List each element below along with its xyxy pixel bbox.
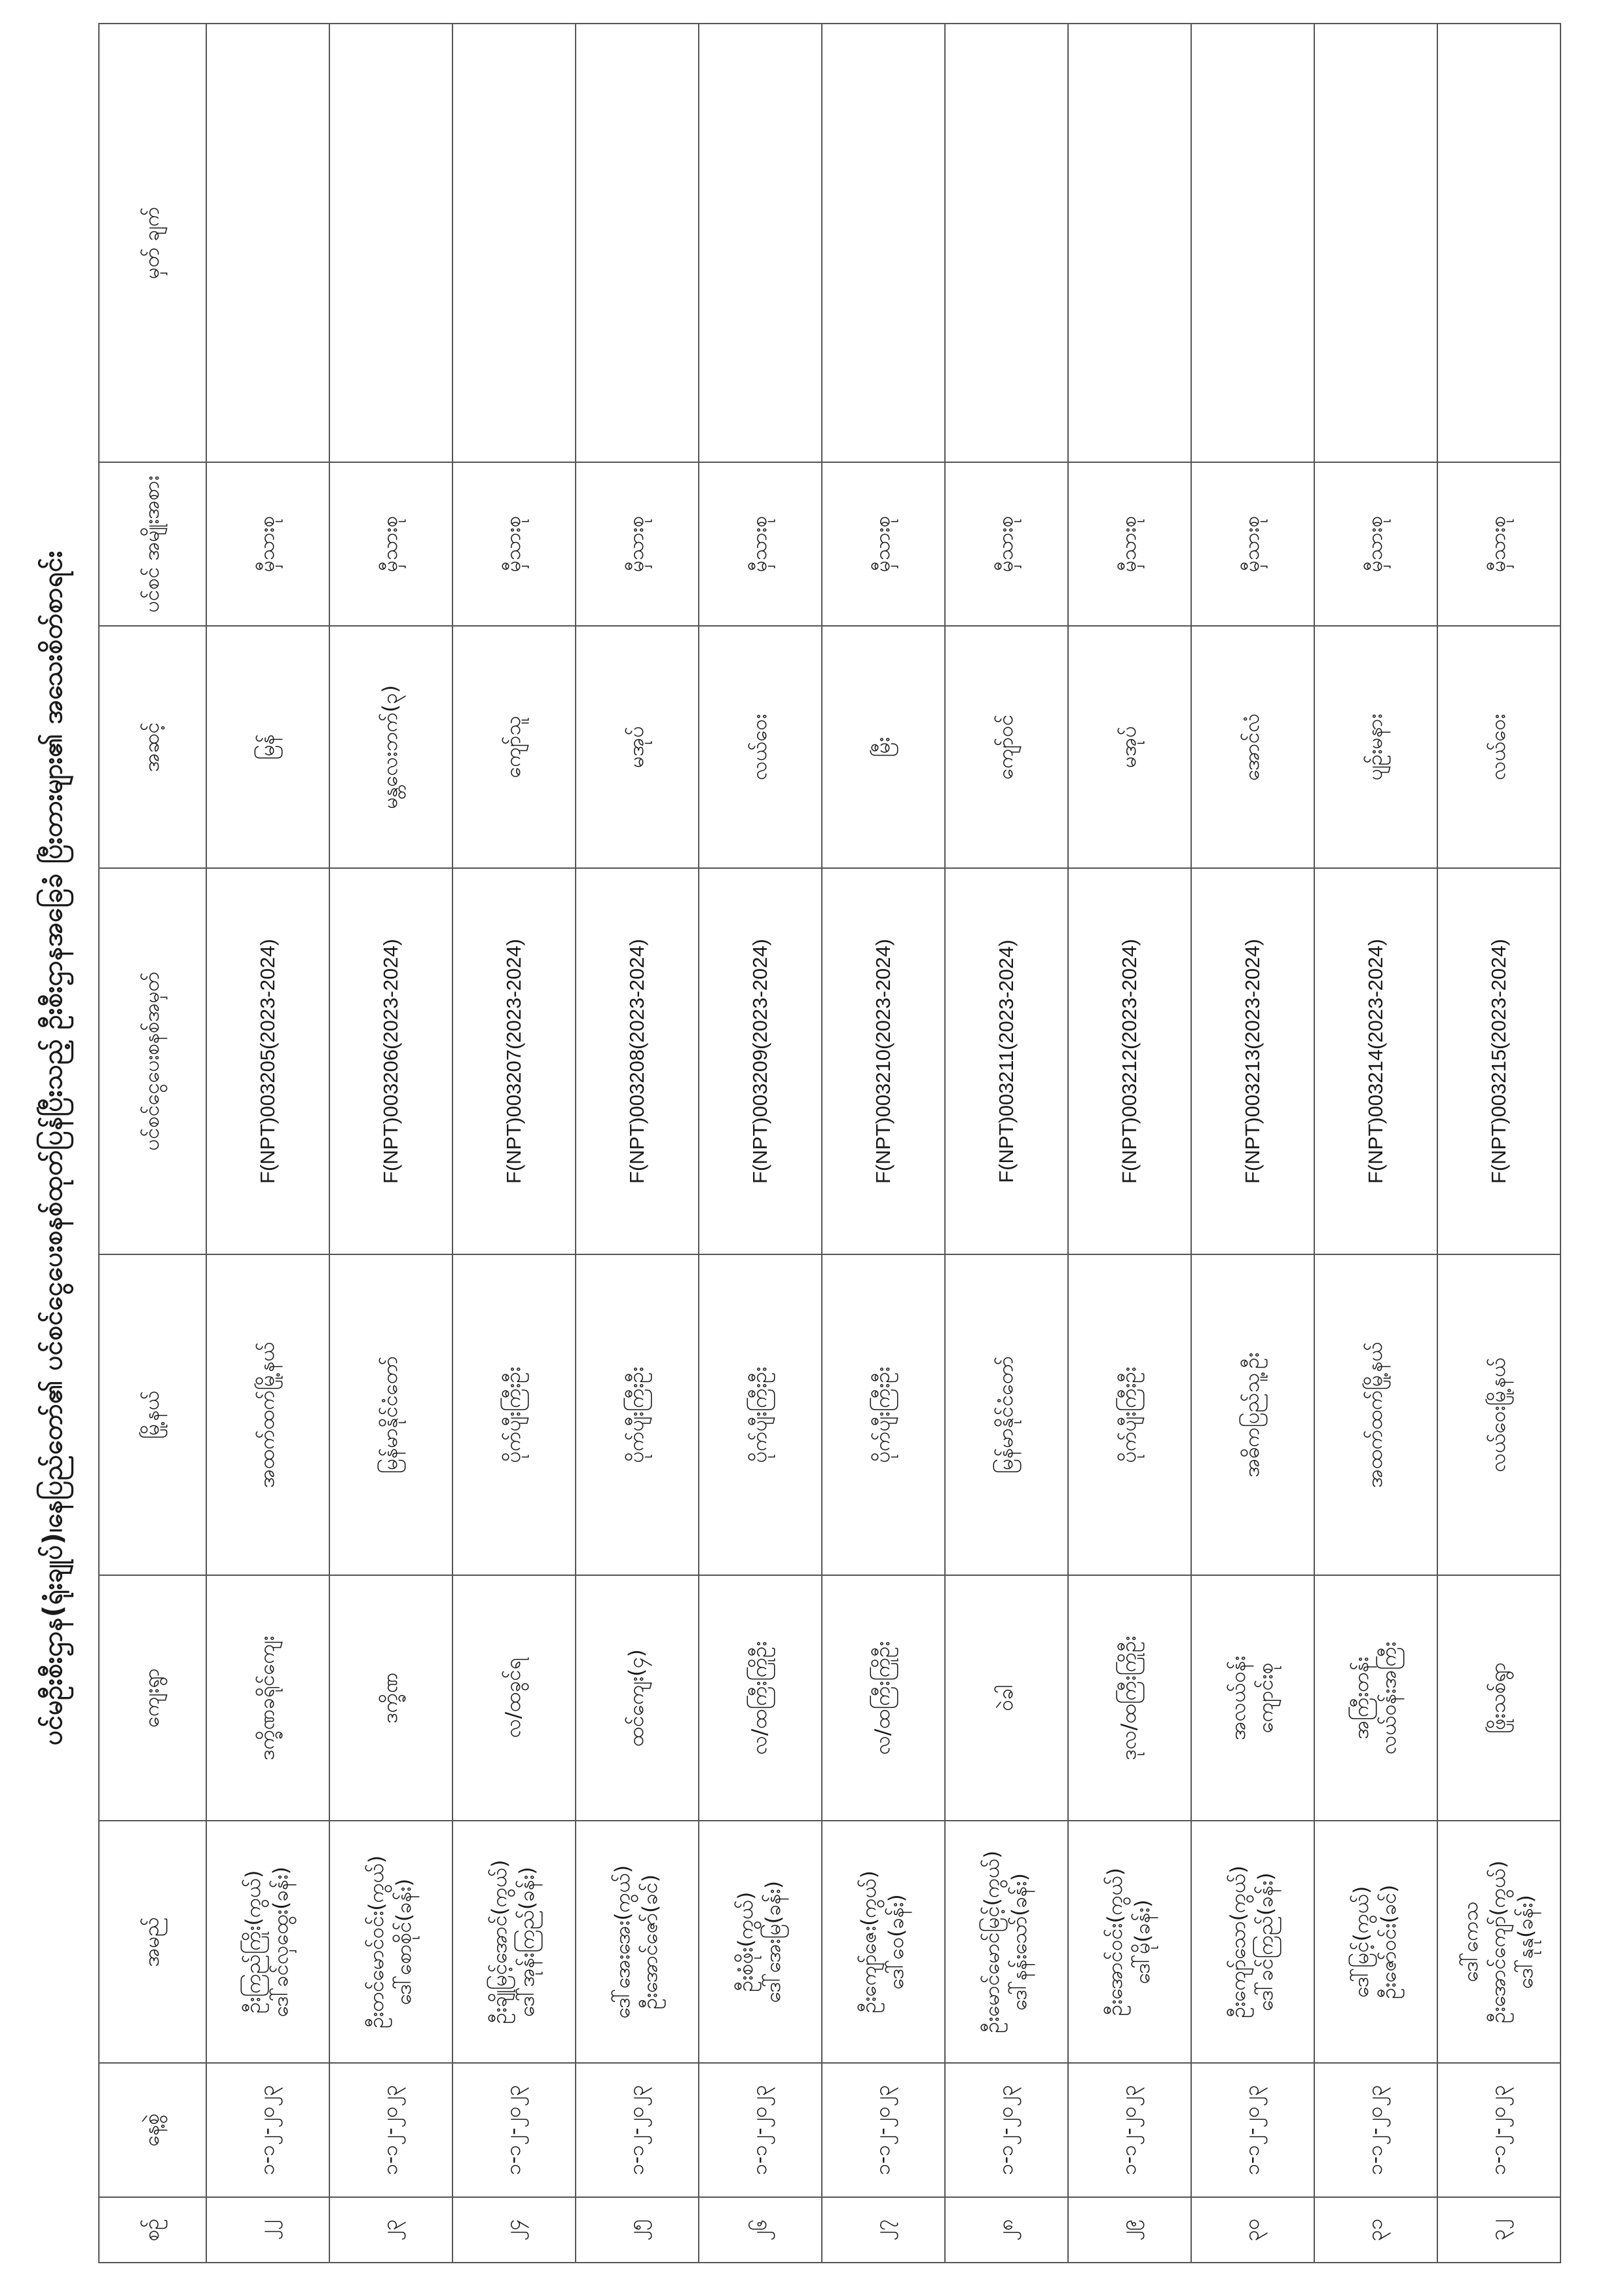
table-row	[822, 24, 945, 2263]
cell-date: ၁-၁၂-၂၀၂၃	[1314, 2063, 1437, 2197]
cell-license: F(NPT)003209(2023-2024)	[699, 868, 822, 1254]
cell-status: မှီသားစု	[576, 462, 699, 626]
cell-license: F(NPT)003206(2023-2024)	[329, 868, 452, 1254]
cell-village	[1314, 1575, 1437, 1821]
cell-license: F(NPT)003210(2023-2024)	[822, 868, 945, 1254]
cell-name-line: ဦးစံဖိုး(ကွယ်)	[734, 1891, 758, 1992]
cell-name-line: ဦးအောင်ဝင်း(ကွယ်)	[1103, 1867, 1128, 2016]
cell-name-line: ဒေါ်နုနု(ခန်း)	[1513, 1895, 1538, 1989]
cell-village: လ/ထကြီးကြိုဦး	[822, 1575, 945, 1821]
cell-village-line: အကြီးတန်း	[1350, 1656, 1374, 1740]
cell-township: အထက်ထက်မြို့နယ်	[1314, 1254, 1437, 1575]
cell-category: လယ်ဝေး	[1437, 626, 1560, 868]
cell-name-line: ဦးအောင်ဇော်(ခင်)	[638, 1874, 662, 2009]
header-license: ပင်စင်ငွေပေးစနစ်အမှတ်	[99, 868, 206, 1254]
cell-date: ၁-၁၂-၂၀၂၃	[1437, 2063, 1560, 2197]
cell-township: မြန်မာနိုင်ငံတော်	[329, 1254, 452, 1575]
table-row	[1314, 24, 1437, 2263]
cell-name-line: ဒေါ်ဝေ(ခန်း)	[885, 1894, 908, 1990]
cell-village: ဒုလ/ထကြီးကြိုဦး	[1068, 1575, 1191, 1821]
cell-category: မြန်	[206, 626, 329, 868]
cell-name	[1437, 1821, 1560, 2063]
cell-remarks	[206, 24, 329, 462]
cell-remarks	[1191, 24, 1314, 462]
cell-village-line: ကျောင်းစု	[1254, 1662, 1278, 1734]
document-title: ပင်မဦးစီးဌာန(ရုံးချုပ်)၊နေပြည်တော်၏ ပင်စင်ငွေပေးစနစ်ထုတ်ပြန်ပြီးသည့် ဦးစီးဌာနအခြေခံ ပြီးတားများ၏ အသေးစိတ်စာရင်း	[38, 551, 68, 1745]
cell-township: အထက်ထက်မြို့နယ်	[206, 1254, 329, 1575]
cell-village-line: အလယ်ဝန်း	[1227, 1656, 1251, 1740]
table-row	[699, 24, 822, 2263]
cell-status: မှီသားစု	[1314, 462, 1437, 626]
cell-category: ကျော်ဝင်	[945, 626, 1068, 868]
header-category: အဆင့်	[99, 626, 206, 868]
table-row	[1437, 24, 1560, 2263]
cell-license: F(NPT)003208(2023-2024)	[576, 868, 699, 1254]
cell-village: ဝဲခါ	[945, 1575, 1068, 1821]
cell-name-line: ဦးကြည်ကြိုး(ကွယ်)	[242, 1870, 266, 2014]
cell-remarks	[452, 24, 576, 462]
cell-remarks	[1314, 24, 1437, 462]
cell-category: မြီး	[822, 626, 945, 868]
table-header-row	[99, 24, 206, 2263]
cell-name	[1314, 1821, 1437, 2063]
cell-remarks	[576, 24, 699, 462]
cell-village	[1191, 1575, 1314, 1821]
cell-date: ၁-၁၂-၂၀၂၃	[206, 2063, 329, 2197]
table-row	[206, 24, 329, 2263]
cell-category: အောင်လံ	[1191, 626, 1314, 868]
cell-name	[329, 1821, 452, 2063]
cell-name-line: ဦးမောင်မောင်မြင့်(ကွယ်)	[980, 1850, 1005, 2033]
cell-name-line: ဦးတင်မောင်ဝင်း(ကွယ်)	[365, 1855, 389, 2029]
cell-village: ထင်ကျေး(၄)	[576, 1575, 699, 1821]
cell-status: မှီသားစု	[699, 462, 822, 626]
cell-date: ၁-၁၂-၂၀၂၃	[1068, 2063, 1191, 2197]
cell-name-line: ဒေါ်နန်းသော်(ခန်း)	[1008, 1873, 1031, 2011]
cell-no: ၂၅	[576, 2197, 699, 2263]
cell-date: ၁-၁၂-၂၀၂၃	[576, 2063, 699, 2197]
cell-date: ၁-၁၂-၂၀၂၃	[945, 2063, 1068, 2197]
cell-license: F(NPT)003214(2023-2024)	[1314, 868, 1437, 1254]
cell-status: မှီသားစု	[945, 462, 1068, 626]
cell-status: မှီသားစု	[452, 462, 576, 626]
cell-remarks	[1437, 24, 1560, 462]
cell-village: လ/ထခွင်ရ	[452, 1575, 576, 1821]
cell-no: ၃၀	[1191, 2197, 1314, 2263]
cell-name-line: ဒေါ်အုန်းကြည်(ခန်း)	[515, 1867, 539, 2017]
cell-status: မှီသားစု	[822, 462, 945, 626]
cell-category: မန္တလေးဘက်(၃)	[329, 626, 452, 868]
cell-township: အဓိကပြည်သူ့ဦး	[1191, 1254, 1314, 1575]
cell-no: ၃၂	[1437, 2197, 1560, 2263]
table-row	[945, 24, 1068, 2263]
cell-no: ၂၈	[945, 2197, 1068, 2263]
cell-date: ၁-၁၂-၂၀၂၃	[452, 2063, 576, 2197]
table-row	[1068, 24, 1191, 2263]
cell-no: ၂၄	[452, 2197, 576, 2263]
cell-village: ဒက္ခိဏ	[329, 1575, 452, 1821]
cell-name-line: ဦးကျော်သော(ကွယ်)	[1227, 1865, 1251, 2018]
cell-date: ၁-၁၂-၂၀၂၃	[1191, 2063, 1314, 2197]
cell-category: မအုပ်	[576, 626, 699, 868]
cell-category: လယ်ဝေး	[699, 626, 822, 868]
cell-name	[822, 1821, 945, 2063]
header-no: စဉ်	[99, 2197, 206, 2263]
cell-name	[1068, 1821, 1191, 2063]
cell-no: ၂၃	[329, 2197, 452, 2263]
cell-no: ၂၂	[206, 2197, 329, 2263]
cell-no: ၂၆	[699, 2197, 822, 2263]
cell-name-line: ဦးချိုမြင့်အောင်(ကွယ်)	[488, 1859, 512, 2024]
cell-category: ပျဉ်းမနား	[1314, 626, 1437, 868]
cell-status: မှီသားစု	[1068, 462, 1191, 626]
cell-license: F(NPT)003215(2023-2024)	[1437, 868, 1560, 1254]
cell-name-line: ဒေါ်အေးမြ(ခန်း)	[762, 1880, 785, 2003]
cell-date: ၁-၁၂-၂၀၂၃	[699, 2063, 822, 2197]
cell-category: မအုပ်	[1068, 626, 1191, 868]
pension-register-table	[98, 23, 1561, 2263]
cell-license: F(NPT)003212(2023-2024)	[1068, 868, 1191, 1254]
table-row	[329, 24, 452, 2263]
header-name: အမည်	[99, 1821, 206, 2063]
cell-name-line: ဒေါ်ခင်ကြည်(ခန်း)	[1254, 1872, 1278, 2011]
cell-name-line: ဒေါ်စောစိုင်(ခန်း)	[392, 1878, 416, 2005]
cell-status: မှီသားစု	[1437, 462, 1560, 626]
cell-township: ပိုက်ပျီးကြီးဦး	[822, 1254, 945, 1575]
cell-status: မှီသားစု	[329, 462, 452, 626]
cell-remarks	[822, 24, 945, 462]
cell-name	[206, 1821, 329, 2063]
cell-township: ပိုက်ပျီးကြီးဦး	[452, 1254, 576, 1575]
cell-name-line: ဒေါ်ကေသ	[1459, 1901, 1483, 1982]
cell-date: ၁-၁၂-၂၀၂၃	[822, 2063, 945, 2197]
cell-village-line: လယ်ဝန်းအကြီး	[1377, 1641, 1401, 1755]
cell-remarks	[945, 24, 1068, 462]
cell-name-line: ဒေါ်မို(ခန်း)	[1131, 1899, 1154, 1984]
header-township: မြို့နယ်	[99, 1254, 206, 1575]
cell-township: မြန်မာနိုင်ငံတော်	[945, 1254, 1068, 1575]
cell-remarks	[699, 24, 822, 462]
cell-township: ပိုက်ပျီးကြီးဦး	[576, 1254, 699, 1575]
cell-name-line: ဦးဇော်ဝင်း(ခင်)	[1377, 1884, 1401, 1999]
cell-name-line: ဦးအောင်ကျော်(ကွယ်)	[1486, 1860, 1511, 2024]
cell-license: F(NPT)003213(2023-2024)	[1191, 868, 1314, 1254]
cell-license: F(NPT)003211(2023-2024)	[945, 868, 1068, 1254]
cell-name	[1191, 1821, 1314, 2063]
cell-category: ကျော်သူ	[452, 626, 576, 868]
cell-township: လယ်ဝေးမြို့နယ်	[1437, 1254, 1560, 1575]
cell-license: F(NPT)003205(2023-2024)	[206, 868, 329, 1254]
cell-name	[452, 1821, 576, 2063]
cell-no: ၂၇	[822, 2197, 945, 2263]
cell-remarks	[329, 24, 452, 462]
header-remarks: မှတ် ချက်	[99, 24, 206, 462]
table-row	[452, 24, 576, 2263]
cell-status: မှီသားစု	[1191, 462, 1314, 626]
table-row	[576, 24, 699, 2263]
cell-name	[699, 1821, 822, 2063]
cell-name	[945, 1821, 1068, 2063]
cell-remarks	[1068, 24, 1191, 462]
cell-license: F(NPT)003207(2023-2024)	[452, 868, 576, 1254]
cell-no: ၃၁	[1314, 2197, 1437, 2263]
header-status: ပင်စင် အမျိုးအစား	[99, 462, 206, 626]
cell-village: ဖြိုးသစ်ရွာ	[1437, 1575, 1560, 1821]
header-village: ကျေးရွာ	[99, 1575, 206, 1821]
cell-name-line: ဒေါ်အေးအေး(ကွယ်)	[611, 1865, 635, 2019]
cell-name-line: ဒေါ်မြင့်(ကွယ်)	[1350, 1886, 1374, 1998]
cell-township: ပိုက်ပျီးကြီးဦး	[699, 1254, 822, 1575]
cell-village: လ/ထကြီးကြိုဦး	[699, 1575, 822, 1821]
table-body	[206, 24, 1560, 2263]
cell-name-line: ဒေါ်ခင်လှထွေး(ခန်း)	[269, 1867, 293, 2017]
header-date: နေ့စွဲ	[99, 2063, 206, 2197]
cell-name	[576, 1821, 699, 2063]
cell-date: ၁-၁၂-၂၀၂၃	[329, 2063, 452, 2197]
cell-name-line: ဦးကျော်ဇေး(ကွယ်)	[857, 1870, 881, 2013]
cell-township: ပိုက်ပျီးကြီးဦး	[1068, 1254, 1191, 1575]
cell-no: ၂၉	[1068, 2197, 1191, 2263]
table-row	[1191, 24, 1314, 2263]
cell-status: မှီသားစု	[206, 462, 329, 626]
cell-village: ဒက္ခိဏခရိုင်ကျေး	[206, 1575, 329, 1821]
